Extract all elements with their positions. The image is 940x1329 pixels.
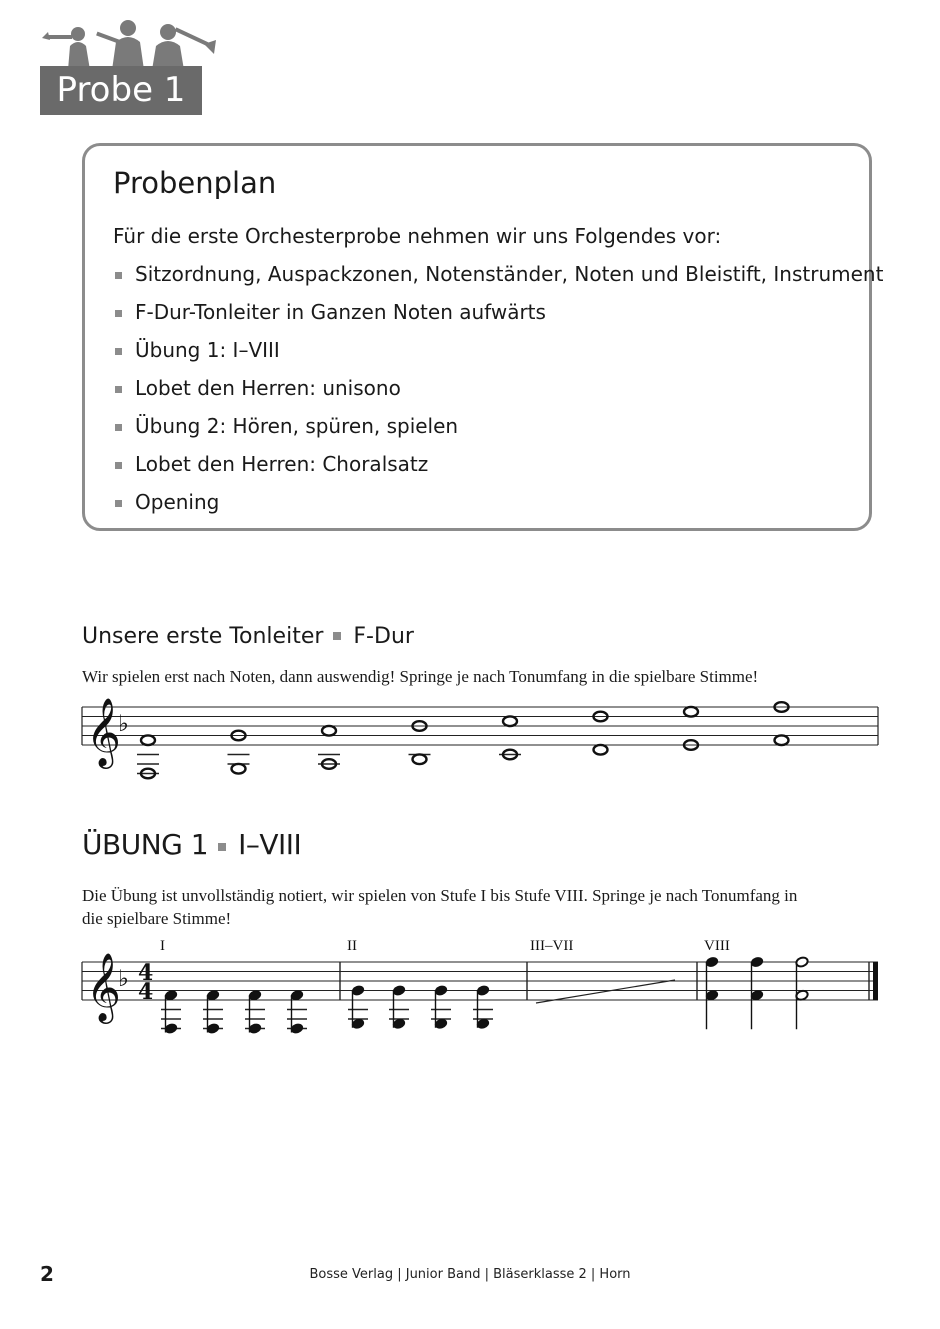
list-item: Übung 2: Hören, spüren, spielen — [113, 412, 883, 450]
scale-heading: Unsere erste Tonleiter F-Dur — [82, 624, 414, 649]
whole-note — [232, 764, 246, 774]
whole-note — [141, 735, 155, 745]
plan-title: Probenplan — [113, 166, 277, 200]
measure-label: II — [347, 938, 357, 954]
list-item: Opening — [113, 488, 883, 526]
time-signature-bottom: 4 — [138, 979, 154, 1005]
final-barline-thick — [873, 962, 878, 1000]
list-item: Lobet den Herren: Choralsatz — [113, 450, 883, 488]
exercise-instruction: Die Übung ist unvollständig notiert, wir spielen von Stufe I bis Stufe VIII. Springe je nach Tonumfang in die spielbare Stimme! — [82, 886, 798, 928]
key-signature-flat-icon: ♭ — [118, 965, 129, 992]
exercise-heading: ÜBUNG 1 I–VIII — [82, 828, 302, 861]
page-number: 2 — [40, 1262, 54, 1286]
whole-note — [322, 726, 336, 736]
whole-note — [775, 735, 789, 745]
whole-note — [684, 707, 698, 717]
measure-label: VIII — [704, 938, 730, 954]
plan-intro: Für die erste Orchesterprobe nehmen wir uns Folgendes vor: — [113, 224, 722, 248]
treble-clef-icon: 𝄞 — [86, 697, 121, 766]
key-signature-flat-icon: ♭ — [118, 710, 129, 737]
measure-label: III–VII — [530, 938, 574, 954]
measure-label: I — [160, 938, 165, 954]
section-tab: Probe 1 — [40, 66, 202, 115]
list-item: F-Dur-Tonleiter in Ganzen Noten aufwärts — [113, 298, 883, 336]
list-item: Lobet den Herren: unisono — [113, 374, 883, 412]
list-item: Sitzordnung, Auspackzonen, Notenständer, Noten und Bleistift, Instrument — [113, 260, 883, 298]
treble-clef-icon: 𝄞 — [86, 952, 121, 1021]
whole-note — [503, 716, 517, 726]
whole-note — [594, 745, 608, 755]
time-signature-top: 4 — [138, 960, 154, 986]
list-item: Übung 1: I–VIII — [113, 336, 883, 374]
whole-note — [413, 754, 427, 764]
scale-instruction: Wir spielen erst nach Noten, dann auswendig! Springe je nach Tonumfang in die spielbare Stimme! — [82, 667, 759, 686]
footer-credits: Bosse Verlag | Junior Band | Bläserklasse 2 | Horn — [309, 1267, 631, 1282]
